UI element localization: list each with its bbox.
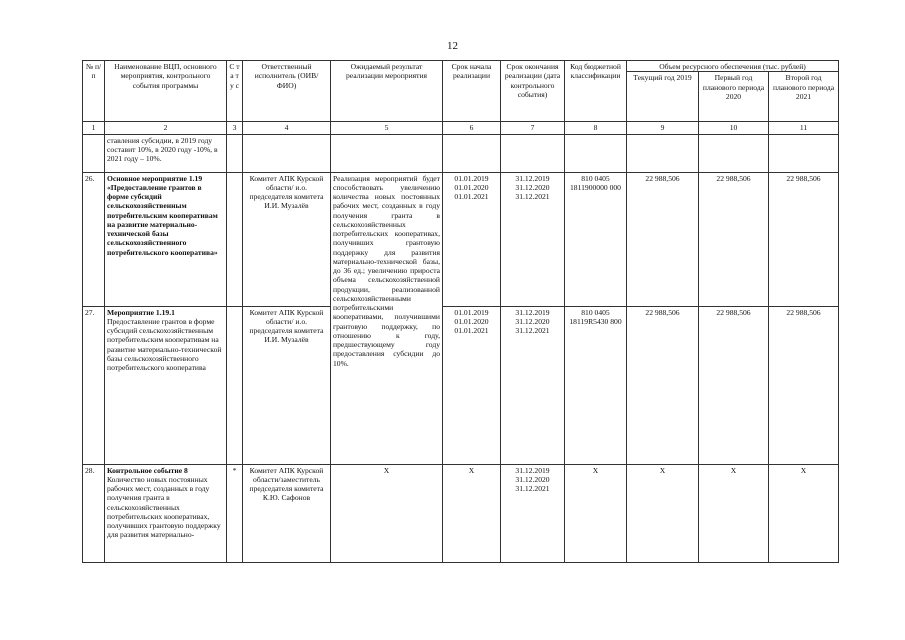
- row-value-2021: 22 988,506: [769, 306, 839, 464]
- row-value-2020: Х: [699, 464, 769, 562]
- header-row: [83, 61, 839, 72]
- row-result: Реализация мероприятий будет способствовать увеличению количества новых постоянных рабочих мест, созданных в году получения гранта в сельскохозяйственных потребительских кооперативах, получивших грантовую поддержку для развития материально-технической базы, до 36 ед.; увеличению прироста объема сельскохозяйственной продукции, реализованной сельскохозяйственными потребительскими кооперативами, получившими грантовую поддержку, по отношению к году, предшествующему году предоставления субсидии до 10%.: [331, 172, 443, 464]
- row-value-2020: 22 988,506: [699, 306, 769, 464]
- table-row: [83, 464, 839, 562]
- col-number: 10: [699, 122, 769, 134]
- row-value-2019: 22 988,506: [627, 172, 699, 306]
- col-number: 3: [227, 122, 243, 134]
- row-name-cell: [105, 464, 227, 562]
- row-value-2019: Х: [627, 464, 699, 562]
- col-number: 9: [627, 122, 699, 134]
- row-value-2020: 22 988,506: [699, 172, 769, 306]
- col-number: 4: [243, 122, 331, 134]
- header-name: Наименование ВЦП, основного мероприятия, контрольного события программы: [105, 61, 227, 122]
- row-title: Мероприятие 1.19.1: [107, 307, 175, 317]
- header-budget-code: Код бюджетной классификации: [565, 61, 627, 122]
- row-title: Основное мероприятие 1.19 «Предоставление грантов в форме субсидий сельскохозяйственным потребительским кооперативам на развитие материально-технической базы сельскохозяйственного потребительского кооператива»: [105, 172, 227, 306]
- row-start: Х: [443, 464, 501, 562]
- row-number: 27.: [83, 306, 105, 464]
- row-executor: Комитет АПК Курской области/ и.о. председателя комитета И.И. Музалёв: [243, 306, 331, 464]
- row-end: 31.12.2019 31.12.2020 31.12.2021: [501, 464, 565, 562]
- header-num: № п/п: [83, 61, 105, 122]
- row-number: 26.: [83, 172, 105, 306]
- col-number: 6: [443, 122, 501, 134]
- header-executor: Ответственный исполнитель (ОИВ/ФИО): [243, 61, 331, 122]
- column-numbers-row: [83, 122, 839, 134]
- table-row: [83, 172, 839, 306]
- program-table: [82, 60, 839, 563]
- col-number: 7: [501, 122, 565, 134]
- col-number: 11: [769, 122, 839, 134]
- row-value-2021: Х: [769, 464, 839, 562]
- row-description: Количество новых постоянных рабочих мест, созданных в году получения гранта в сельскохозяйственных потребительских кооперативах, получивших грантовую поддержку для развития материально-: [107, 474, 221, 540]
- header-funding: Объем ресурсного обеспечения (тыс. рублей): [627, 61, 839, 72]
- header-start: Срок начала реализации: [443, 61, 501, 122]
- header-year-current: Текущий год 2019: [627, 72, 699, 122]
- row-description: Предоставление грантов в форме субсидий сельскохозяйственным потребительским кооперативам на развитие материально-технической базы сельскохозяйственного потребительского кооператива: [107, 316, 222, 372]
- row-budget-code: 810 0405 1811900000 000: [565, 172, 627, 306]
- col-number: 1: [83, 122, 105, 134]
- col-number: 2: [105, 122, 227, 134]
- row-start: 01.01.2019 01.01.2020 01.01.2021: [443, 306, 501, 464]
- page-number: 12: [447, 40, 458, 52]
- row-budget-code: 810 0405 18119R5430 800: [565, 306, 627, 464]
- row-start: 01.01.2019 01.01.2020 01.01.2021: [443, 172, 501, 306]
- col-number: 5: [331, 122, 443, 134]
- header-year-second: Второй год планового периода 2021: [769, 72, 839, 122]
- table-row: [83, 134, 839, 172]
- row-name-cell: [105, 306, 227, 464]
- header-status: С т а т у с: [227, 61, 243, 122]
- row-value-2021: 22 988,506: [769, 172, 839, 306]
- header-end: Срок окончания реализации (дата контрольного события): [501, 61, 565, 122]
- row-budget-code: Х: [565, 464, 627, 562]
- col-number: 8: [565, 122, 627, 134]
- header-year-first: Первый год планового периода 2020: [699, 72, 769, 122]
- row-title: Контрольное событие 8: [107, 465, 188, 475]
- row-value-2019: 22 988,506: [627, 306, 699, 464]
- continuation-text: ставления субсидии, в 2019 году составит 10%, в 2020 году -10%, в 2021 году – 10%.: [105, 134, 227, 172]
- row-executor: Комитет АПК Курской области/заместитель председателя комитета К.Ю. Сафонов: [243, 464, 331, 562]
- table-row: [83, 306, 839, 464]
- row-executor: Комитет АПК Курской области/ и.о. председателя комитета И.И. Музалёв: [243, 172, 331, 306]
- row-number: 28.: [83, 464, 105, 562]
- row-end: 31.12.2019 31.12.2020 31.12.2021: [501, 306, 565, 464]
- row-result: Х: [331, 464, 443, 562]
- header-result: Ожидаемый результат реализации мероприятия: [331, 61, 443, 122]
- row-end: 31.12.2019 31.12.2020 31.12.2021: [501, 172, 565, 306]
- row-status: *: [227, 464, 243, 562]
